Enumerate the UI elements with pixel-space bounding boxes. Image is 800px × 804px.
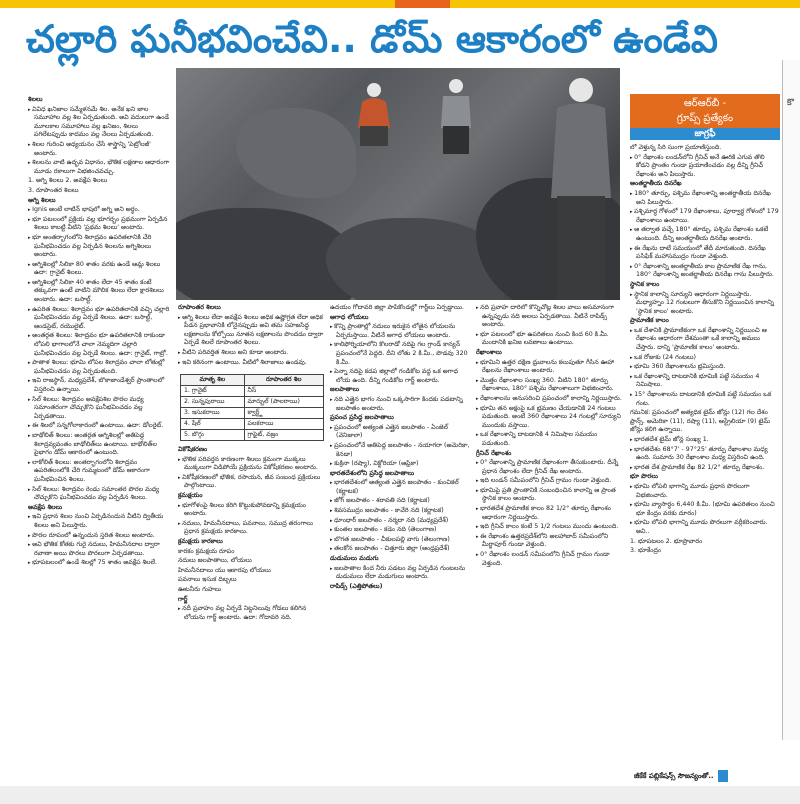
paragraph: ▸ రేఖాంశాలను అనుసరించి ప్రపంచంలో కాలాన్ని నిర్ణయిస్తారు.	[476, 395, 624, 404]
paragraph: ▸ భూమి తన అక్షంపై ఒక భ్రమణం చేయడానికి 24 గంటలు పడుతుంది. అంటే 360 రేఖాంశాలు 24 గంటల్లో సూర్యుని ముందుకు వస్తాయి.	[476, 405, 624, 431]
paragraph: ▸ వికోషీకరణంలో భౌతిక, రసాయన, జీవ సంబంధ ప్రక్రియలు పాల్గొంటాయి.	[178, 474, 324, 491]
paragraph: ▸ భూపటలంలో ఉండే శిలల్లో 75 శాతం అవక్షేప శిలలే.	[28, 559, 171, 568]
paragraph: ఉదయం గోదావరి జిల్లా పాపికొండల్లో గార్జ్‌లు ఏర్పడ్డాయి.	[330, 304, 464, 311]
parent-rock-cell: 3. ఇసుకరాయి	[181, 408, 245, 419]
section-heading: అగ్ని శిలలు	[28, 196, 56, 204]
paragraph: ▸ భూమి లోపలి భాగాన్ని మూడు పొరలుగా వర్గీకరించారు. అవి..	[630, 519, 780, 536]
paragraph: ▸ భారత దేశ ప్రామాణిక రేఖ 82 1/2° తూర్పు రేఖాంశం.	[630, 464, 780, 473]
metamorphic-rock-cell: గ్రాఫైట్, వజ్రం	[244, 430, 323, 441]
section-heading: వికోషీకరణం	[178, 446, 208, 453]
section-heading: అగాధ లోయలు	[330, 313, 369, 321]
paragraph: ▸ నదీ ప్రవాహం వల్ల ఏర్పడే నిట్టనిలువు గోడలు కలిగిన లోయను గార్జ్ అంటారు. ఉదా: గోదావరి నది.	[178, 605, 324, 622]
paragraph: ▸ కుక్రినా (రష్యా), విక్టోరియా (ఆఫ్రికా)	[330, 460, 470, 469]
paragraph: ▸ బొగత జలపాతం - చీకులపల్లి వాగు (తెలంగాణ)	[330, 536, 470, 545]
paragraph: ▸ 15° రేఖాంశాలను దాటడానికి భూమికి పట్టే సమయం ఒక గంట.	[630, 391, 780, 408]
paragraph: ▸ స్థానిక కాలాన్ని సూర్యుని ఆధారంగా నిర్ణయిస్తారు. మధ్యాహ్నం 12 గంటలుగా తీసుకొని నిర్ణయించిన కాలాన్ని 'స్థానిక కాలం' అంటారు.	[630, 291, 780, 317]
paragraph: ▸ ధూంధార్ జలపాతం - నర్మదా నది (మధ్యప్రదేశ్)	[330, 517, 470, 526]
paragraph: ▸ కొన్ని ప్రాంతాల్లో నదులు ఇరుకైన లోతైన లోయలను ఏర్పరుస్తాయి. వీటినే అగాధ లోయలు అంటారు.	[330, 323, 470, 340]
paragraph: ▸ కాలిఫోర్నియాలోని కొలరాడో నదిపై గల గ్రాండ్ కాన్యన్ ప్రపంచంలోనే పెద్దది. దీని లోతు 2 కి.మీ., పొడవు 320 కి.మీ.	[330, 341, 470, 367]
metamorphic-rock-cell: క్వార్ట్జ్	[244, 408, 323, 419]
worker-figure-right	[541, 68, 620, 300]
article-column-2-bottom	[178, 446, 324, 786]
paragraph: ▸ ఒక రోజుకు (24 గంటలు)	[630, 354, 780, 363]
paragraph: ▸ ఆ తర్వాత వచ్చే 180° తూర్పు, పశ్చిమ రేఖాంశం ఒకటే ఉంటుంది. దీన్ని అంతర్జాతీయ దినరేఖ అంటారు.	[630, 226, 780, 243]
paragraph: ▸ ఉపరిత శిలలు: శిలాద్రవం భూ ఉపరితలానికి వచ్చి చల్లారి ఘనీభవించడం వల్ల ఏర్పడే శిలలు. ఉదా: బసాల్ట్, ఆండసైట్, రయొలైట్.	[28, 306, 171, 332]
paragraph: ▸ భూ పటలంలో ప్రక్రియ వల్ల భూగర్భం ప్రథమంగా ఏర్పడిన శిలలు కాబట్టి వీటిని 'ప్రథమ శిలలు' అంటారు.	[28, 216, 171, 233]
paragraph: ▸ ఒక దేశానికి ప్రామాణికంగా ఒక రేఖాంశాన్ని నిర్ణయించి ఆ రేఖాంశం ఆధారంగా దేశమంతా ఒకే కాలాన్ని అమలు చేస్తారు. దాన్ని 'ప్రామాణిక కాలం' అంటారు.	[630, 327, 780, 353]
paragraph: ▸ Ignis అంటే లాటిన్ భాషలో అగ్ని అని అర్థం.	[28, 206, 171, 215]
paragraph: ▸ భౌతిక పరివర్తన కారణంగా శిలలు క్రమంగా ముక్కలు ముక్కలుగా విడిపోయే ప్రక్రియను వికోషీకరణం అంటారు.	[178, 456, 324, 473]
metamorphic-rock-cell: నీస్	[244, 386, 323, 397]
paragraph: ▸ కుంతల జలపాతం - కడెం నది (తెలంగాణ)	[330, 526, 470, 535]
article-column-2-top	[178, 304, 324, 372]
section-heading: గార్జ్	[178, 595, 188, 603]
paragraph: ▸ నది ఎత్తైన భాగం నుంచి ఒక్కసారిగా కిందకు పడటాన్ని జలపాతం అంటారు.	[330, 396, 470, 413]
paragraph: ▸ భూ అంతర్భాగంలోని శిలాద్రవం ఉపరితలానికి చేరి ఘనీభవించడం వల్ల ఏర్పడిన శిలలను అగ్నిశిలలు అంటారు.	[28, 234, 171, 260]
section-heading: స్థానిక కాలం	[630, 280, 660, 288]
paragraph: ▸ ఇది గ్రీనిచ్ కాలం కంటే 5 1/2 గంటలు ముందు ఉంటుంది.	[476, 523, 624, 532]
section-heading: రూపాంతర శిలలు	[178, 304, 221, 311]
section-heading: క్రమక్షయం	[178, 491, 203, 499]
adjacent-article-label: కొ	[787, 98, 794, 108]
paragraph: నదులు జలపాతాలు, లోయలు	[178, 557, 252, 565]
paragraph: ▸ భూగోళంపై శిలలు కరిగి కొట్టుకుపోవడాన్ని క్రమక్షయం అంటారు.	[178, 502, 324, 519]
paragraph: 1. అగ్ని శిలలు 2. అవక్షేప శిలలు	[28, 177, 108, 185]
paragraph: ▸ శిలల గురించి అధ్యయనం చేసే శాస్త్రాన్ని 'పెట్రోలజీ' అంటారు.	[28, 141, 171, 158]
paragraph: ▸ ఒక రేఖాంశాన్ని దాటడానికి 4 నిమిషాల సమయం పడుతుంది.	[476, 431, 624, 448]
table-header-metamorphic-rock: రూపాంతర శిల	[244, 375, 323, 386]
table-header-parent-rock: మాతృ శిల	[181, 375, 245, 386]
paragraph: ▸ పెన్నా నదిపై కడప జిల్లాలో గండికోట వద్ద ఒక అగాధ లోయ ఉంది. దీన్ని గండికోట గార్జ్ అంటారు.	[330, 368, 470, 385]
worker-figure-left	[344, 80, 404, 150]
paragraph: ▸ నది ప్రవాహ దారిలో కొన్నిచోట్ల శిలల వాలు అసమానంగా ఉన్నప్పుడు నది అలలు ఏర్పడతాయి. వీటినే రాపిడ్స్ అంటారు.	[476, 304, 624, 330]
paragraph: ▸ భూమి వ్యాసార్ధం 6,440 కి.మీ. (భూమి ఉపరితలం నుంచి భూ కేంద్రం వరకు దూరం)	[630, 501, 780, 518]
top-bar-accent	[395, 0, 450, 8]
paragraph: ▸ భారతదేశంలో అత్యంత ఎత్తైన జలపాతం - కుంచికల్ (కర్ణాటక)	[330, 479, 470, 496]
publisher-credit-text: జీకేకే పబ్లికేషన్స్ సౌజన్యంతో..	[634, 772, 714, 780]
paragraph: ▸ బాథోలిత్ శిలలు: అంతర్గత అగ్నిశిలల్లో అతిపెద్ద శిలాద్రవ్యవంతం బాథోలిత్‌లు ఉంటాయి. బాథోలిత్‌ల పైభాగం డోమ్ ఆకారంలో ఉంటుంది.	[28, 432, 171, 458]
metamorphic-rock-cell: మార్బుల్ (పాలరాయి)	[244, 397, 323, 408]
paragraph: ▸ అగ్ని శిలలు లేదా అవక్షేప శిలలు అధిక ఉష్ణోగ్రత లేదా అధిక పీడన ప్రభావానికి లోనైనప్పుడు అవి తమ సహజసిద్ధ లక్షణాలను కోల్పోయి నూతన లక్షణాలను పొందడం ద్వారా ఏర్పడే శిలలే రూపాంతర శిలలు.	[178, 314, 324, 348]
paragraph: ▸ భూమిని ఉత్తర దక్షిణ ధ్రువాలను కలుపుతూ గీసిన ఊహా రేఖలను రేఖాంశాలు అంటారు.	[476, 359, 624, 376]
paragraph: ▸ అవి భౌతిక కోతకు గురై నదులు, హిమనీనదాల ద్వారా రవాణా అయి పొరలు పొరలుగా ఏర్పడతాయి.	[28, 541, 171, 558]
section-heading: రాపిడ్స్ (ఎత్తిపోతలు)	[330, 582, 383, 590]
page-headline: చల్లారి ఘనీభవించేవి.. డోమ్ ఆకారంలో ఉండేవి	[26, 17, 718, 61]
topic-strip	[630, 128, 780, 140]
paragraph: ఊటనీరు గుహలు	[178, 585, 222, 593]
publisher-credit	[634, 768, 770, 784]
parent-rock-cell: 2. సున్నపురాయి	[181, 397, 245, 408]
paragraph: ▸ భూ పటలంలో భూ ఉపరితలం నుంచి కింద 60 కి.మీ. మందానికి ఖనిజ లవణాలు ఉంటాయి.	[476, 331, 624, 348]
paragraph: ▸ భారతదేశ టైమ్ జోన్ల సంఖ్య 1.	[630, 436, 780, 445]
series-label-box	[630, 94, 780, 128]
worker-figure-middle	[431, 76, 481, 156]
top-color-bar	[0, 0, 800, 8]
topic-label: జాగ్రఫీ	[694, 129, 716, 139]
paragraph: లో వెళ్తున్న సిరి సుంగా ప్రయాణిస్తుంది.	[630, 144, 722, 151]
paragraph: ▸ ఒక రేఖాంశాన్ని దాటడానికి భూమికి పట్టే సమయం 4 నిమిషాలు.	[630, 373, 780, 390]
paragraph: ▸ నదులు, హిమనీనదాలు, పవనాలు, సముద్ర తరంగాలు ప్రధాన క్రమక్షయ కారకాలు.	[178, 520, 324, 537]
section-heading: భారతదేశంలోని ప్రసిద్ధ జలపాతాలు	[330, 469, 415, 477]
paragraph: ▸ భారతదేశం 68°7' - 97°25' తూర్పు రేఖాంశాల మధ్య ఉంది. సుమారు 30 రేఖాంశాల మధ్య విస్తరించి ఉంది.	[630, 446, 780, 463]
paragraph: ▸ 0° రేఖాంశాన్ని ప్రామాణిక రేఖాంశంగా తీసుకుంటారు. దీన్నే ప్రధాన రేఖాంశం లేదా గ్రీనిచ్ రేఖ అంటారు.	[476, 459, 624, 476]
paragraph: ▸ ఈ రేఖను దాటే సమయంలో తేదీ మారుతుంది. దినరేఖ పసిఫిక్ మహాసముద్రం గుండా వెళ్తుంది.	[630, 245, 780, 262]
paragraph: ▸ 180° తూర్పు, పశ్చిమ రేఖాంశాన్ని అంతర్జాతీయ దినరేఖ అని పిలుస్తారు.	[630, 190, 780, 207]
series-label-subtitle: గ్రూప్స్ ప్రత్యేకం	[676, 113, 734, 124]
paragraph: ▸ భూమి 360 రేఖాంశాలను భ్రమిస్తుంది.	[630, 363, 780, 372]
mine-workers-photo	[176, 68, 620, 300]
paragraph: ▸ మొత్తం రేఖాంశాల సంఖ్య 360. వీటిని 180° తూర్పు రేఖాంశాలు, 180° పశ్చిమ రేఖాంశాలుగా విభజించారు.	[476, 377, 624, 394]
paragraph: ▸ తలకోన జలపాతం - చిత్తూరు జిల్లా (ఆంధ్రప్రదేశ్)	[330, 545, 470, 554]
paragraph: ▸ వీటిని పరివర్తిత శిలలు అని కూడా అంటారు.	[178, 349, 324, 358]
article-column-3	[330, 304, 470, 786]
paragraph: 3. భూకేంద్రం	[630, 547, 662, 555]
parent-rock-cell: 5. బొగ్గు	[181, 430, 245, 441]
section-heading: ప్రపంచ ప్రసిద్ధ జలపాతాలు	[330, 414, 394, 422]
paragraph: ▸ ప్రపంచంలో అత్యంత ఎత్తైన జలపాతం - ఏంజెల్ (వెనిజులా)	[330, 424, 470, 441]
paragraph: ▸ పశ్చిమార్ధ గోళంలో 179 రేఖాంశాలు, పూర్వార్ధ గోళంలో 179 రేఖాంశాలు ఉంటాయి.	[630, 208, 780, 225]
paragraph: ▸ శిలలను వాటి ఉద్భవ విధానం, భౌతిక లక్షణాల ఆధారంగా మూడు రకాలుగా విభజించవచ్చు.	[28, 159, 171, 176]
paragraph: ▸ జలపాతాల కింద నీరు పడటం వల్ల ఏర్పడిన గుంటలను డుడుమలు లేదా మడుగులు అంటారు.	[330, 565, 470, 582]
paragraph: ▸ శివసముద్రం జలపాతం - కావేరి నది (కర్ణాటక)	[330, 507, 470, 516]
paragraph: ▸ అంతర్గత శిలలు: శిలాద్రవం భూ ఉపరితలానికి రాకుండా లోపలి భాగాలలోనే చాలా నెమ్మదిగా చల్లారి ఘనీభవించడం వల్ల ఏర్పడే శిలలు. ఉదా: గ్రానైట్, గాబ్రో.	[28, 332, 171, 358]
paragraph: ▸ ఇది లండన్ సమీపంలోని గ్రీనిచ్ గ్రామం గుండా వెళ్తుంది.	[476, 477, 624, 486]
paragraph: ▸ ఈ రేఖాంశం ఉత్తరప్రదేశ్‌లోని అలహాబాద్ సమీపంలోని మీర్జాపూర్ గుండా వెళ్తుంది.	[476, 533, 624, 550]
paragraph: ▸ 0° రేఖాంశం లండన్‌లోని గ్రీనిచ్ అనే ఊరికి ఎగువ తొలి కోడని ప్రాంతం గుండా ప్రయాణించడం వల్ల దీన్ని గ్రీనిచ్ రేఖాంశం అని పిలుస్తారు.	[630, 154, 780, 180]
paragraph: ▸ ఈ శిలలో సన్నగోలాకారంలో ఉంటాయి. ఉదా: డోలరైట్.	[28, 422, 171, 431]
paragraph: ▸ సిల్ శిలలు: శిలాద్రవం రెండు సమాంతర పొరల మధ్య చొచ్చుకొని ఘనీభవించడం వల్ల ఏర్పడిన శిలలు.	[28, 486, 171, 503]
paragraph: ▸ 0° రేఖాంశం లండన్ సమీపంలోని గ్రీనిచ్ గ్రామం గుండా వెళ్తుంది.	[476, 551, 624, 568]
section-heading: ప్రామాణిక కాలం	[630, 317, 669, 325]
parent-rock-cell: 4. షేల్	[181, 419, 245, 430]
table-row	[181, 408, 324, 419]
parent-rock-cell: 1. గ్రానైట్	[181, 386, 245, 397]
section-heading: క్రమక్షయ కారకాలు	[178, 537, 223, 545]
section-heading: శిలలు	[28, 96, 43, 103]
table-row	[181, 430, 324, 441]
table-row	[181, 419, 324, 430]
section-heading: డుడుమలు మడుగు	[330, 555, 379, 563]
section-heading: భూ పొరలు	[630, 473, 658, 481]
paragraph: ▸ ఇవి కఠినంగా ఉంటాయి. వీటిలో శిలాజాలు ఉండవు.	[178, 359, 324, 368]
article-column-5	[630, 144, 780, 766]
paragraph: ▸ పొరల రూపంలో ఉన్నందున స్తరిత శిలలు అంటారు.	[28, 532, 171, 541]
section-heading: జలపాతాలు	[330, 386, 360, 394]
section-heading: అంతర్జాతీయ దినరేఖ	[630, 180, 682, 188]
article-column-4	[476, 304, 624, 786]
paragraph: ▸ పాతాళ శిలలు: భూమి లోపల శిలాద్రవం చాలా లోతుల్లో ఘనీభవించడం వల్ల ఏర్పడుతుంది.	[28, 359, 171, 376]
rock-transformation-table	[180, 374, 324, 441]
section-heading: గ్రీనిచ్ రేఖాంశం	[476, 449, 512, 457]
paragraph: కారకం క్రమక్షయ రూపం	[178, 547, 235, 555]
paragraph: 3. రూపాంతర శిలలు	[28, 186, 79, 194]
table-row	[181, 397, 324, 408]
paragraph: ▸ భారతదేశ ప్రామాణిక కాలం 82 1/2° తూర్పు రేఖాంశం ఆధారంగా నిర్ణయిస్తారు.	[476, 505, 624, 522]
paragraph: ▸ భూమి లోపలి భాగాన్ని మూడు ప్రధాన పొరలుగా విభజించారు.	[630, 483, 780, 500]
section-heading: అవక్షేప శిలలు	[28, 503, 63, 511]
paragraph: ▸ ఇవి ప్రధాన శిలల నుంచి ఏర్పడినందున వీటిని ద్వితీయ శిలలు అని పిలుస్తారు.	[28, 513, 171, 530]
paragraph: హిమనీనదాలు యు ఆకారపు లోయలు	[178, 566, 271, 574]
paragraph: గమనిక: ప్రపంచంలో అత్యధిక టైమ్ జోన్లు (12) గల దేశం ఫ్రాన్స్. అమెరికా (11), రష్యా (11), ఆస్ట్రేలియా (9) టైమ్ జోన్లు కలిగి ఉన్నాయి.	[630, 409, 770, 434]
table-row	[181, 386, 324, 397]
paragraph: ▸ ఇవి రాజస్థాన్, మధ్యప్రదేశ్, బొకాజాండేశ్వర్ ప్రాంతాలలో విస్తరించి ఉన్నాయి.	[28, 377, 171, 394]
next-page-strip	[0, 786, 800, 804]
credit-marker	[718, 770, 728, 782]
paragraph: పవనాలు ఇసుక దిబ్బలు	[178, 576, 237, 584]
paragraph: ▸ సిల్ శిలలు: శిలాద్రవం అవక్షేపశిల పొరల మధ్య సమాంతరంగా చొచ్చుకొని ఘనీభవించడం వల్ల ఏర్పడతాయి.	[28, 396, 171, 422]
paragraph: ▸ అగ్నిశిలల్లో సిలికా 40 శాతం లేదా 45 శాతం కంటే తక్కువగా ఉంటే వాటిని మౌలిక శిలలు లేదా క్షారశిలలు అంటారు. ఉదా: బసాల్ట్.	[28, 279, 171, 305]
adjacent-article-edge	[782, 60, 800, 740]
paragraph: ▸ వివిధ ఖనిజాల సమ్మేళనమే శిల. అనేక ఖని జాల సమూహాల వల్ల శిల ఏర్పడుతుంది. అవి వదులుగా ఉండే మూలకాల సమూహాలు వల్ల ఖనిజం, శిలలు పగిలేటప్పుడు కాదమం వల్ల నేలలు ఏర్పడుతుంది.	[28, 106, 171, 140]
paragraph: 1. భూపటలం 2. భూప్రావారం	[630, 537, 703, 545]
paragraph: ▸ ప్రపంచంలోనే అతిపెద్ద జలపాతం - నయాగరా (అమెరికా, కెనడా)	[330, 442, 470, 459]
article-column-1	[28, 96, 171, 786]
paragraph: ▸ భూమిపై ప్రతి ప్రాంతానికి సంబంధించిన కాలాన్ని ఆ ప్రాంత స్థానిక కాలం అంటారు.	[476, 487, 624, 504]
paragraph: ▸ 0° రేఖాంశాన్ని అంతర్జాతీయ కాల ప్రామాణిక రేఖ గాను, 180° రేఖాంశాన్ని అంతర్జాతీయ దినరేఖ గాను పిలుస్తారు.	[630, 263, 780, 280]
metamorphic-rock-cell: పలకరాయి	[244, 419, 323, 430]
paragraph: ▸ జోగ్ జలపాతం - శరావతి నది (కర్ణాటక)	[330, 497, 470, 506]
paragraph: ▸ లాకోలిత్ శిలలు: అంతర్భాగంలోని శిలాద్రవం ఉపరితలంలోకి చేరి గుమ్మటంలో డోమ్ ఆకారంగా ఘనీభవించిన శిలలు.	[28, 459, 171, 485]
series-label-title: ఆర్ఆర్‌బీ -	[683, 98, 727, 109]
section-heading: రేఖాంశాలు	[476, 348, 502, 356]
paragraph: ▸ అగ్నిశిలల్లో సిలికా 80 శాతం వరకు ఉండే ఆమ్ల శిలలు ఉదా: గ్రానైట్ శిలలు.	[28, 261, 171, 278]
